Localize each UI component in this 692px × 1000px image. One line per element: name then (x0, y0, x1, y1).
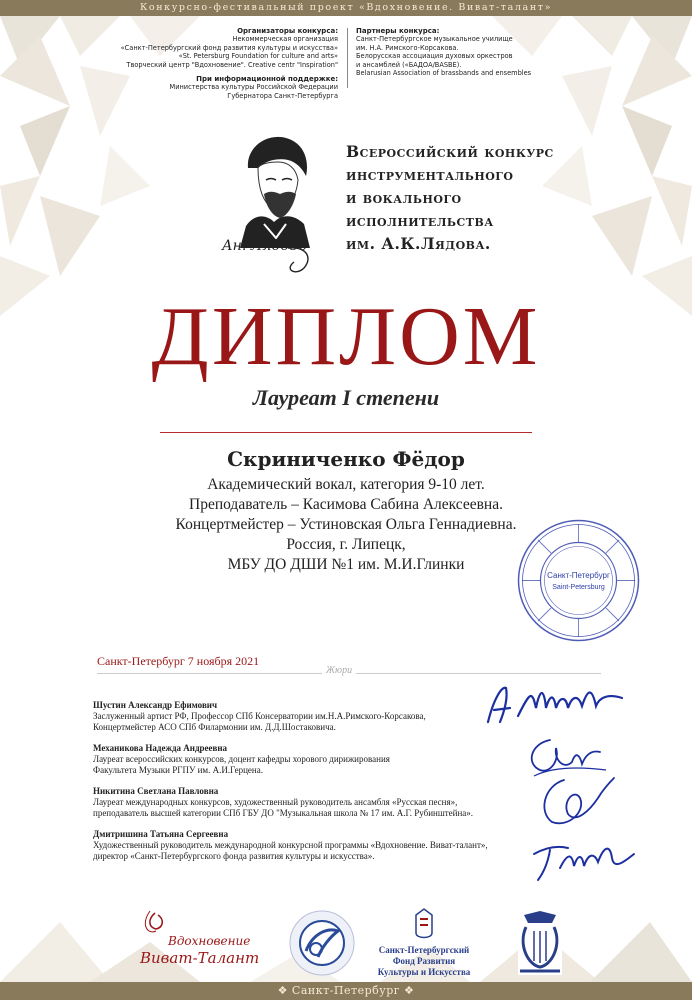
bottom-banner (0, 982, 692, 1000)
recipient-line: МБУ ДО ДШИ №1 им. М.И.Глинки (227, 556, 465, 573)
lyadov-portrait (218, 128, 330, 278)
ornament-right-icon: ❖ (404, 984, 415, 997)
jury-divider-left (97, 673, 322, 674)
basbe-emblem (290, 911, 354, 975)
inspiration-logo (139, 911, 259, 967)
jury-member-desc: преподаватель высшей категории СПб ГБУ ДО "Музыкальная школа № 17 им. А.Г. Рубинштейна». (93, 808, 474, 818)
partners-heading: Партнеры конкурса: (356, 27, 440, 35)
recipient-line: Россия, г. Липецк, (286, 536, 406, 553)
contest-title-line: им. А.К.Лядова. (346, 234, 491, 253)
contest-title-line: инструментального (346, 165, 514, 184)
support-line: Губернатора Санкт-Петербурга (227, 91, 338, 100)
jury-member-name: Дмитришина Татьяна Сергеевна (93, 829, 229, 839)
jury-member (93, 700, 513, 733)
project-line: Конкурсно-фестивальный проект «Вдохновение. Виват-талант» (139, 2, 553, 13)
contest-title (346, 140, 646, 255)
jury-member (93, 743, 513, 776)
jury-member-desc: Лауреат всероссийских конкурсов, доцент кафедры хорового дирижирования (93, 754, 390, 764)
title-divider (160, 432, 532, 433)
recipient-line: Академический вокал, категория 9-10 лет. (207, 476, 485, 493)
partner-line: им. Н.А. Римского-Корсакова. (356, 43, 459, 52)
partner-line: Санкт-Петербургское музыкальное училище (356, 35, 513, 44)
jury-member-name: Шустин Александр Ефимович (93, 700, 218, 710)
recipient-line: Преподаватель – Касимова Сабина Алексеевна. (189, 496, 503, 513)
partner-line: Belarusian Association of brassbands and ensembles (356, 69, 532, 78)
portrait-signature-text: Ан. Лядовъ (222, 238, 307, 254)
jury-member-desc: Художественный руководитель международной конкурсной программы «Вдохновение. Виват-талант», (93, 840, 488, 850)
jury-member-desc: Заслуженный артист РФ, Профессор СПб Консерватории им.Н.А.Римского-Корсакова, (93, 711, 426, 721)
jury-member-desc: Факультета Музыки РГПУ им. А.И.Герцена. (93, 765, 263, 775)
fund-logo-line3: Культуры и Искусства (377, 967, 471, 977)
jury-member-desc: Концертмейстер АСО СПб Филармонии им. Д.Д.Шостаковича. (93, 722, 336, 732)
support-heading: При информационной поддержке: (196, 75, 338, 84)
jury-list (93, 700, 513, 872)
jury-member (93, 786, 513, 819)
organizer-line: «St. Petersburg Foundation for culture and arts» (178, 52, 338, 61)
signature-shustin (480, 678, 630, 730)
jury-member-desc: директор «Санкт-Петербургского фонда развития культуры и искусства». (93, 851, 375, 861)
contest-title-line: Всероссийский конкурс (346, 142, 554, 161)
jury-member (93, 829, 513, 862)
organizers-block (100, 27, 338, 100)
organizer-line: «Санкт-Петербургский фонд развития культуры и искусства» (120, 43, 338, 52)
jury-label: Жюри (325, 665, 353, 676)
inspiration-logo-line1: Вдохновение (168, 934, 251, 948)
fund-logo-line2: Фонд Развития (392, 956, 456, 966)
partner-logos-row (0, 905, 692, 983)
partners-block (356, 27, 586, 77)
header-divider (347, 28, 348, 88)
fund-logo-line1: Санкт-Петербургский (378, 945, 470, 955)
inspiration-logo-line2: Виват-Талант (140, 949, 260, 967)
recipient-line: Концертмейстер – Устиновская Ольга Геннадиевна. (175, 516, 517, 533)
ornament-left-icon: ❖ (277, 984, 292, 997)
support-line: Министерства культуры Российской Федерации (169, 83, 338, 92)
stamp-center-ru: Санкт-Петербург (547, 571, 610, 580)
contest-title-line: и вокального (346, 188, 462, 207)
partner-line: и ансамблей («БАДОА/BASBE). (356, 60, 462, 69)
organizer-line: Некоммерческая организация (232, 35, 338, 44)
laureate-degree: Лауреат I степени (252, 385, 440, 410)
jury-member-desc: Лауреат международных конкурсов, художественный руководитель ансамбля «Русская песня», (93, 797, 458, 807)
jury-member-name: Никитина Светлана Павловна (93, 786, 219, 796)
diploma-heading: ДИПЛОМ (151, 290, 541, 383)
recipient-name: Скриниченко Фёдор (227, 447, 465, 471)
partner-line: Белорусская ассоциация духовых оркестров (356, 52, 513, 61)
lyre-emblem (518, 909, 562, 975)
place-and-date: Санкт-Петербург 7 ноября 2021 (97, 654, 260, 668)
jury-member-name: Механикова Надежда Андреевна (93, 743, 228, 753)
signature-dmitrishina (528, 832, 638, 884)
footer-city: Санкт-Петербург (291, 984, 401, 997)
organizer-line: Творческий центр "Вдохновение". Creative centr "Inspiration" (126, 60, 338, 69)
spb-fund-logo (378, 909, 471, 977)
official-stamp (516, 518, 641, 643)
contest-title-line: исполнительства (346, 211, 494, 230)
top-banner (0, 0, 692, 16)
stamp-center-en: Saint-Petersburg (552, 584, 605, 591)
organizers-heading: Организаторы конкурса: (237, 27, 338, 35)
signature-nikitina (528, 772, 618, 832)
jury-divider-right (356, 673, 601, 674)
